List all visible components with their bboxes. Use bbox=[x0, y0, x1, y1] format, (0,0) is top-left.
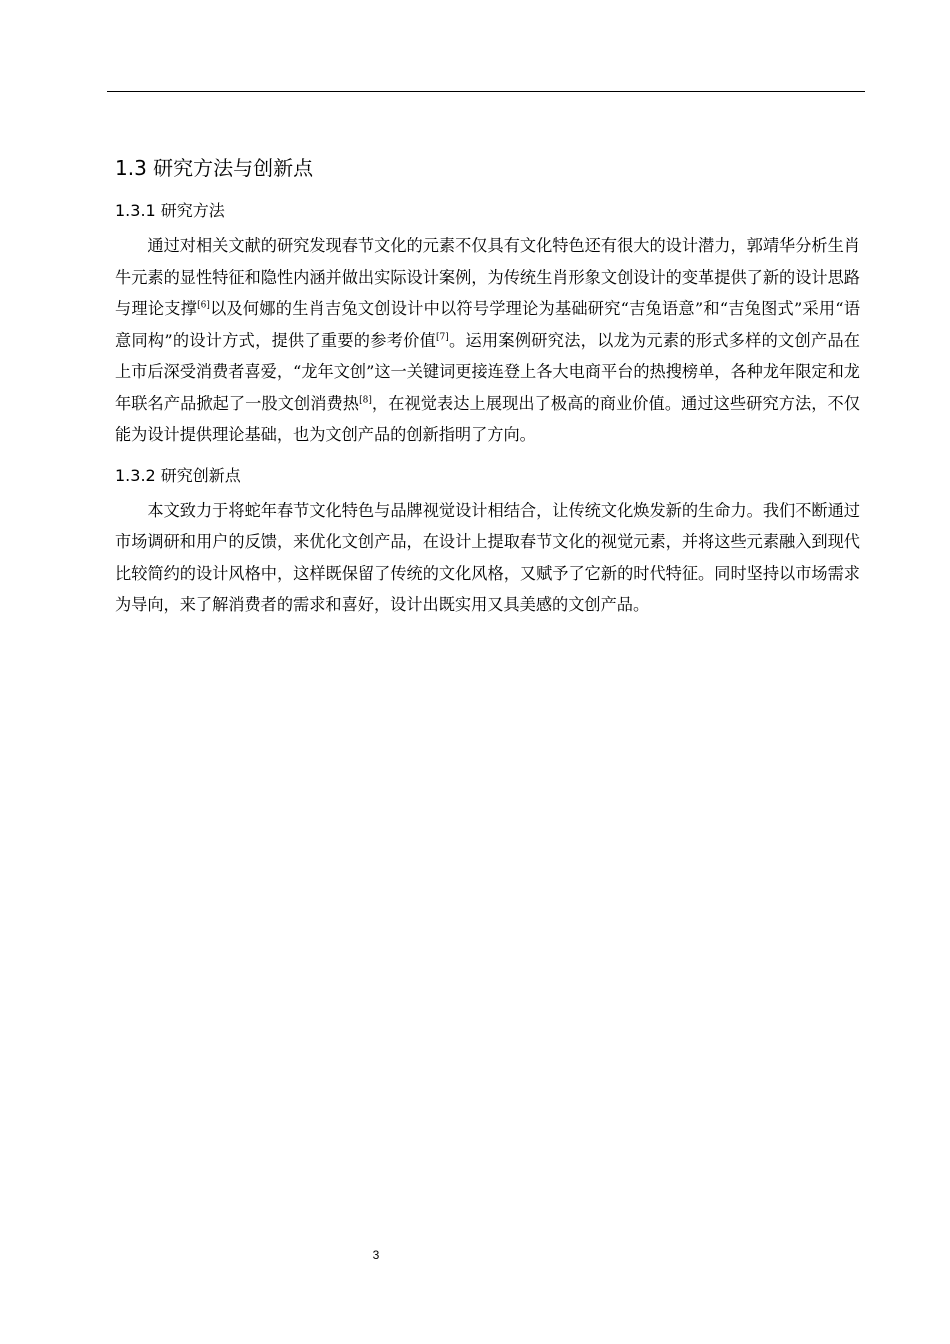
header-rule bbox=[107, 91, 865, 92]
document-body bbox=[115, 150, 860, 631]
innovation-paragraph: 本文致力于将蛇年春节文化特色与品牌视觉设计相结合，让传统文化焕发新的生命力。我们不断通过市场调研和用户的反馈，来优化文创产品，在设计上提取春节文化的视觉元素，并将这些元素融入到现代比较简约的设计风格中，这样既保留了传统的文化风格，又赋予了它新的时代特征。同时坚持以市场需求为导向，来了解消费者的需求和喜好，设计出既实用又具美感的文创产品。 bbox=[115, 500, 860, 614]
section-heading: 1.3 研究方法与创新点 bbox=[115, 156, 314, 180]
methods-paragraph bbox=[115, 230, 860, 451]
citation-6: [6] bbox=[197, 300, 210, 311]
methods-text-part: 。运用案例研究法，以龙为元素的形式多样的文创产品在上市后深受消费者喜爱，“龙年文创”这一关键词更接连登上各大电商平台的热搜榜单，各种龙年限定和龙年联名产品掀起了一股文创消费热 bbox=[115, 330, 860, 413]
methods-text-part: ，在视觉表达上展现出了极高的商业价值。通过这些研究方法，不仅能为设计提供理论基础，也为文创产品的创新指明了方向。 bbox=[115, 393, 861, 444]
page-number: 3 bbox=[372, 1248, 380, 1262]
citation-8: [8] bbox=[359, 395, 372, 406]
subsection-heading-methods: 1.3.1 研究方法 bbox=[115, 201, 225, 220]
methods-text-part: 通过对相关文献的研究发现春节文化的元素不仅具有文化特色还有很大的设计潜力，郭靖华分析生肖牛元素的显性特征和隐性内涵并做出实际设计案例，为传统生肖形象文创设计的变革提供了新的设计思路与理论支撑 bbox=[115, 236, 860, 318]
citation-7: [7] bbox=[436, 332, 449, 343]
methods-text-part: 以及何娜的生肖吉兔文创设计中以符号学理论为基础研究“吉兔语意”和“吉兔图式”采用“语意同构”的设计方式，提供了重要的参考价值 bbox=[115, 299, 861, 350]
subsection-heading-innovation: 1.3.2 研究创新点 bbox=[115, 465, 241, 485]
